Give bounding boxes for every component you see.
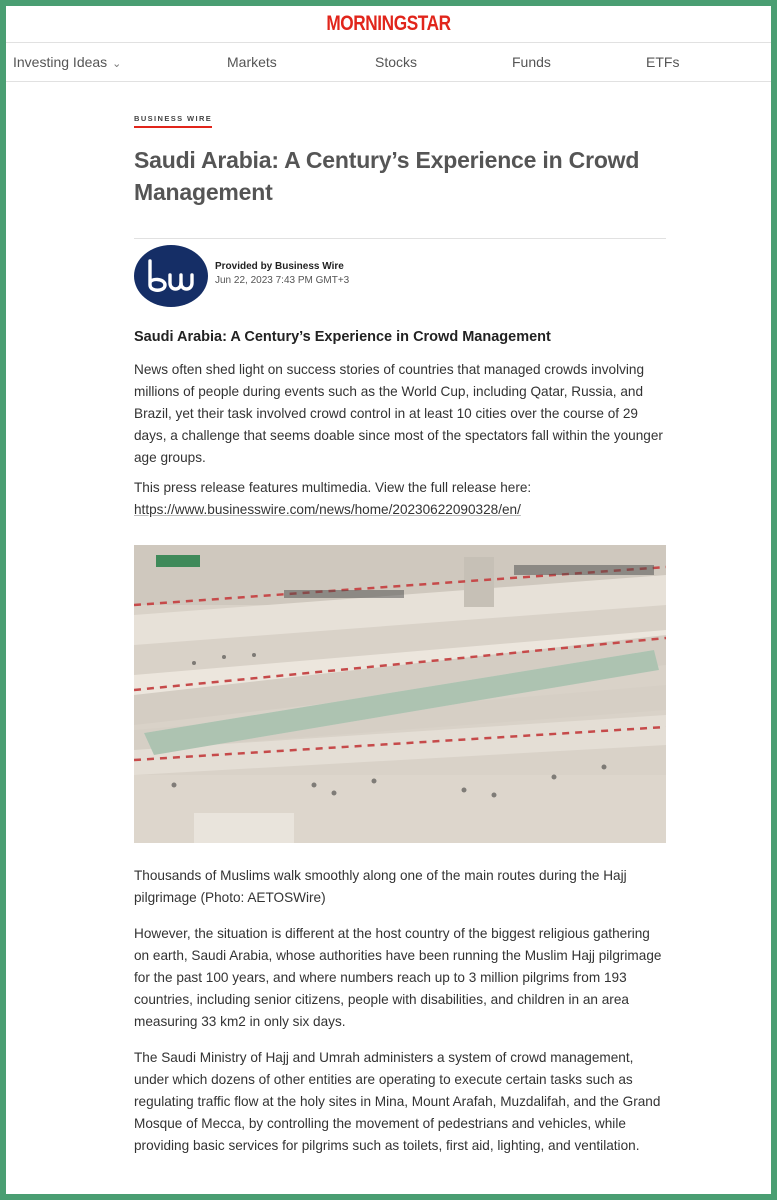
business-wire-avatar bbox=[134, 245, 208, 307]
business-wire-logo-icon bbox=[134, 245, 208, 307]
provider-label: Provided by Business Wire bbox=[215, 261, 344, 272]
nav-item-markets[interactable]: Markets bbox=[227, 54, 277, 70]
multimedia-note-text: This press release features multimedia. View the full release here: bbox=[134, 480, 532, 495]
byline bbox=[134, 245, 666, 307]
chevron-down-icon: ⌄ bbox=[112, 58, 122, 70]
article bbox=[134, 86, 666, 1157]
article-headline: Saudi Arabia: A Century’s Experience in Crowd Management bbox=[134, 147, 640, 205]
paragraph-3: The Saudi Ministry of Hajj and Umrah administers a system of crowd management, under which dozens of other entities are operating to execute certain tasks such as regulating traffic flow at the holy sites in Mina, Mount Arafah, Muzdalifah, and the Grand Mosque of Mecca, by controlling the movement of pedestrians and vehicles, while providing basic services for pilgrims such as toilets, first aid, lighting, and ventilation. bbox=[134, 1050, 661, 1153]
page-frame bbox=[6, 6, 771, 1194]
morningstar-logo[interactable]: MORNINGSTAR bbox=[326, 12, 451, 35]
paragraph-2: However, the situation is different at the host country of the biggest religious gathering on earth, Saudi Arabia, whose authorities have been running the Muslim Hajj pilgrimage for the past 100 years, and where numbers reach up to 3 million pilgrims from 193 countries, including senior citizens, people with disabilities, and children in an area measuring 33 km2 in only six days. bbox=[134, 926, 662, 1029]
main-nav bbox=[6, 43, 771, 82]
nav-item-funds[interactable]: Funds bbox=[512, 54, 551, 70]
nav-item-etfs[interactable]: ETFs bbox=[646, 54, 680, 70]
photo-caption: Thousands of Muslims walk smoothly along one of the main routes during the Hajj pilgrimage (Photo: AETOSWire) bbox=[134, 868, 627, 905]
divider bbox=[134, 238, 666, 239]
paragraph-1: News often shed light on success stories of countries that managed crowds involving millions of people during events such as the World Cup, including Qatar, Russia, and Brazil, yet their task involved crowd control in at least 10 cities over the course of 29 days, a challenge that seems doable since most of the spectators fall within the younger age groups. bbox=[134, 362, 663, 465]
source-kicker[interactable]: BUSINESS WIRE bbox=[134, 114, 212, 128]
article-subhead: Saudi Arabia: A Century’s Experience in Crowd Management bbox=[134, 329, 551, 345]
publish-date: Jun 22, 2023 7:43 PM GMT+3 bbox=[215, 275, 350, 286]
multimedia-note bbox=[134, 477, 666, 521]
release-link[interactable]: https://www.businesswire.com/news/home/20230622090328/en/ bbox=[134, 502, 521, 517]
hajj-crowd-photo[interactable] bbox=[134, 545, 666, 843]
top-bar bbox=[6, 6, 771, 43]
nav-item-label: Investing Ideas bbox=[13, 54, 108, 70]
nav-item-investing-ideas[interactable] bbox=[13, 54, 121, 70]
nav-item-stocks[interactable]: Stocks bbox=[375, 54, 418, 70]
